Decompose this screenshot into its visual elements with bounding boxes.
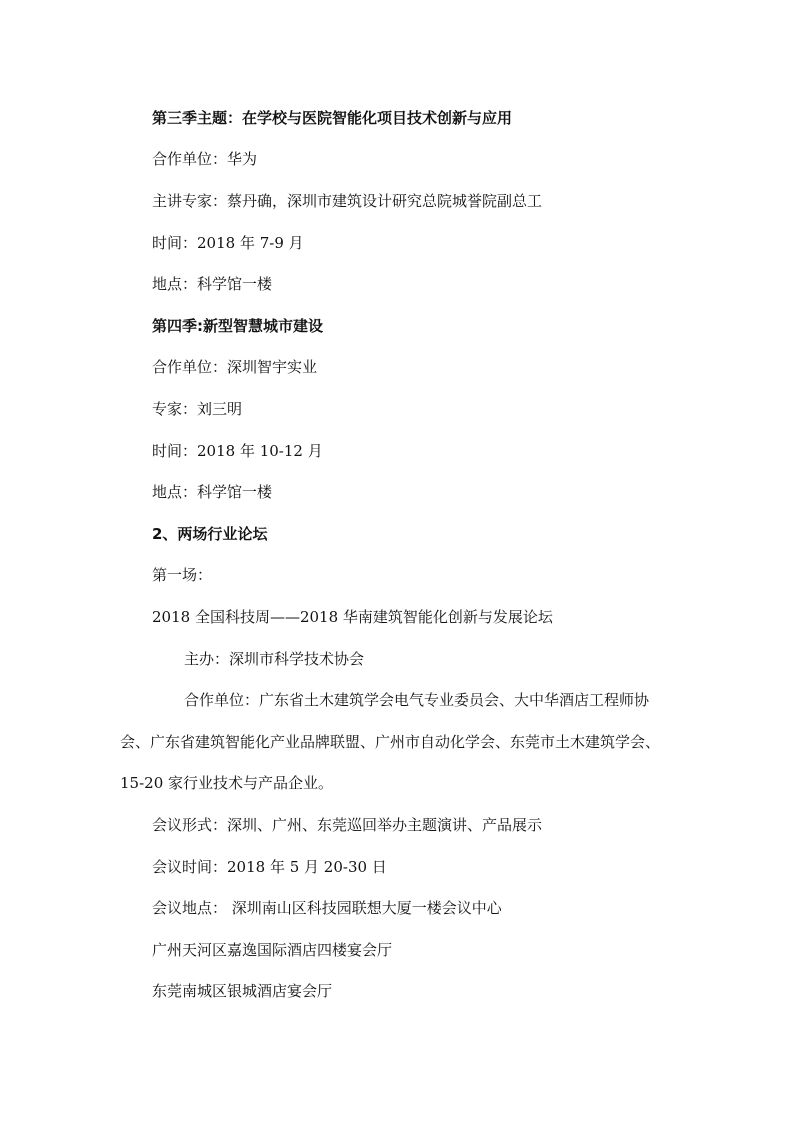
season4-heading: 第四季:新型智慧城市建设 bbox=[152, 317, 323, 335]
season3-speaker: 主讲专家：蔡丹确，深圳市建筑设计研究总院城誉院副总工 bbox=[152, 192, 543, 210]
season4-partner: 合作单位：深圳智宇实业 bbox=[152, 358, 318, 376]
forum-venue-shenzhen: 会议地点： 深圳南山区科技园联想大厦一楼会议中心 bbox=[152, 899, 502, 917]
season3-place: 地点：科学馆一楼 bbox=[152, 275, 273, 293]
forum-partners-line2: 会、广东省建筑智能化产业品牌联盟、广州市自动化学会、东莞市土木建筑学会、 bbox=[120, 733, 661, 751]
season3-heading: 第三季主题：在学校与医院智能化项目技术创新与应用 bbox=[152, 109, 513, 127]
forum-host: 主办：深圳市科学技术协会 bbox=[184, 650, 365, 668]
forum-partners-line1: 合作单位：广东省土木建筑学会电气专业委员会、大中华酒店工程师协 bbox=[184, 691, 650, 709]
season4-place: 地点：科学馆一楼 bbox=[152, 483, 273, 501]
forum-first-label: 第一场： bbox=[152, 566, 213, 584]
forum-venue-dongguan: 东莞南城区银城酒店宴会厅 bbox=[152, 982, 333, 1000]
forums-heading: 2、两场行业论坛 bbox=[152, 525, 268, 543]
forum-date: 会议时间：2018 年 5 月 20-30 日 bbox=[152, 858, 387, 876]
season3-partner: 合作单位：华为 bbox=[152, 150, 258, 168]
season4-expert: 专家：刘三明 bbox=[152, 400, 243, 418]
season3-time: 时间：2018 年 7-9 月 bbox=[152, 234, 304, 252]
forum-title: 2018 全国科技周——2018 华南建筑智能化创新与发展论坛 bbox=[152, 608, 553, 626]
forum-venue-guangzhou: 广州天河区嘉逸国际酒店四楼宴会厅 bbox=[152, 941, 393, 959]
forum-partners-line3: 15-20 家行业技术与产品企业。 bbox=[120, 774, 334, 792]
season4-time: 时间：2018 年 10-12 月 bbox=[152, 442, 323, 460]
forum-format: 会议形式：深圳、广州、东莞巡回举办主题演讲、产品展示 bbox=[152, 816, 543, 834]
